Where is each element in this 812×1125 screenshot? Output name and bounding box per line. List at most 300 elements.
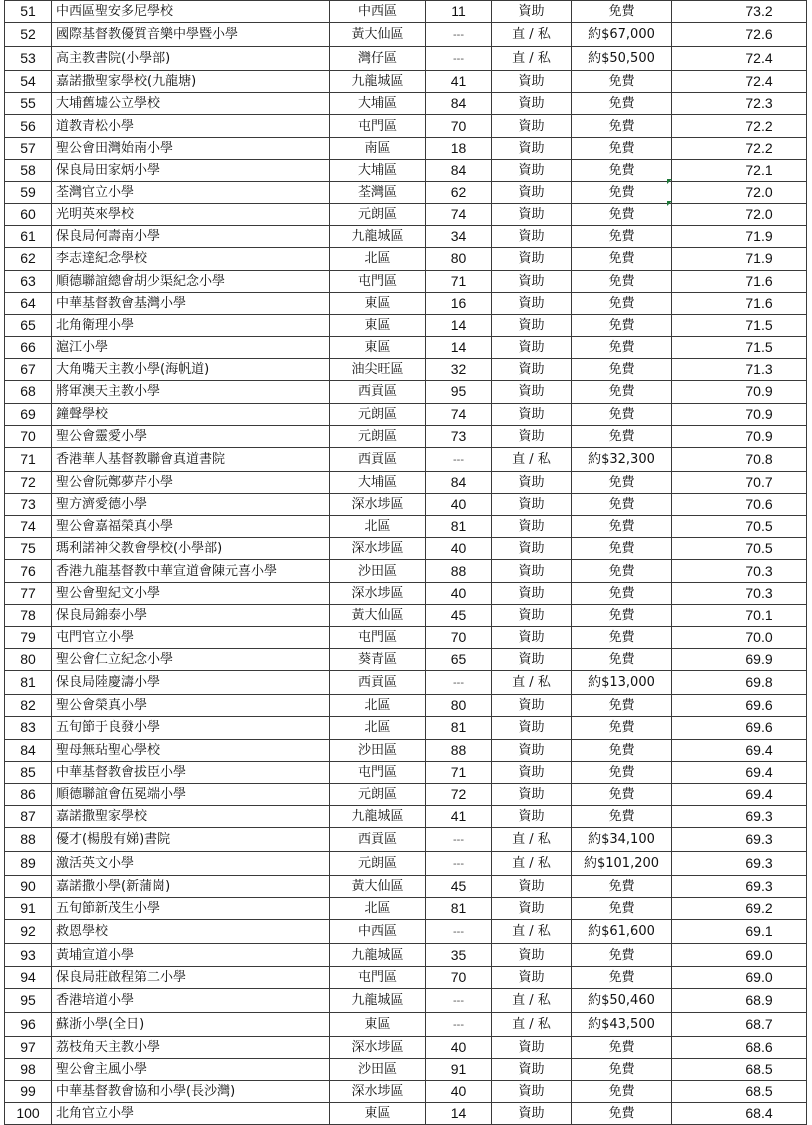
funding-type-cell-text: 資助 <box>518 340 545 356</box>
funding-type-cell <box>492 761 572 783</box>
tuition-fee-cell-text: 免費 <box>608 1084 635 1100</box>
school-name-cell-text: 屯門官立小學 <box>56 629 135 645</box>
school-net-cell <box>426 1081 492 1103</box>
funding-type-cell <box>492 471 572 493</box>
school-net-cell <box>426 204 492 226</box>
tuition-fee-cell <box>572 1012 672 1036</box>
school-name-cell-text: 光明英來學校 <box>56 207 135 223</box>
school-name-cell-text: 聖母無玷聖心學校 <box>56 742 161 758</box>
table-row <box>5 1058 807 1080</box>
score-cell <box>672 671 807 695</box>
district-cell <box>330 270 426 292</box>
district-cell-text: 西貢區 <box>357 675 397 691</box>
school-name-cell <box>52 226 330 248</box>
rank-cell-text: 79 <box>20 628 36 645</box>
school-net-cell-text: 95 <box>450 383 467 400</box>
rank-cell-text: 62 <box>20 250 36 267</box>
rank-cell-text: 65 <box>20 316 36 333</box>
score-cell-text: 72.0 <box>745 184 773 201</box>
school-net-cell <box>426 1058 492 1080</box>
tuition-fee-cell <box>572 248 672 270</box>
district-cell-text: 東區 <box>364 340 391 356</box>
school-net-cell <box>426 695 492 717</box>
rank-cell <box>5 248 52 270</box>
score-cell-text: 68.9 <box>745 991 773 1008</box>
school-name-cell <box>52 1081 330 1103</box>
school-name-cell <box>52 93 330 115</box>
tuition-fee-cell <box>572 560 672 582</box>
district-cell-text: 九龍城區 <box>351 229 404 245</box>
tuition-fee-cell-text: 免費 <box>608 786 635 802</box>
score-cell-text: 71.5 <box>745 316 773 333</box>
funding-type-cell-text: 資助 <box>518 317 545 333</box>
school-name-cell-text: 保良局田家炳小學 <box>56 162 161 178</box>
score-cell-text: 69.0 <box>745 968 773 985</box>
score-cell <box>672 403 807 425</box>
school-net-cell-text: 14 <box>450 1105 467 1122</box>
score-cell <box>672 115 807 137</box>
school-net-cell-text: 88 <box>450 562 467 579</box>
score-cell-text: 69.8 <box>745 674 773 691</box>
school-net-cell <box>426 337 492 359</box>
funding-type-cell <box>492 560 572 582</box>
tuition-fee-cell <box>572 626 672 648</box>
score-cell-text: 72.4 <box>745 50 773 67</box>
school-name-cell-text: 國際基督教優質音樂中學暨小學 <box>56 27 239 43</box>
funding-type-cell-text: 資助 <box>518 1106 545 1122</box>
school-name-cell <box>52 471 330 493</box>
district-cell <box>330 359 426 381</box>
tuition-fee-cell-text: 約$61,600 <box>588 924 655 940</box>
district-cell-text: 西貢區 <box>357 451 397 467</box>
district-cell-text: 油尖旺區 <box>351 362 404 378</box>
school-name-cell <box>52 47 330 71</box>
district-cell <box>330 47 426 71</box>
funding-type-cell-text: 資助 <box>518 563 545 579</box>
rank-cell-text: 75 <box>20 540 36 557</box>
school-name-cell <box>52 1103 330 1125</box>
school-name-cell-text: 中西區聖安多尼學校 <box>56 4 174 20</box>
score-cell-text: 68.6 <box>745 1038 773 1055</box>
funding-type-cell <box>492 159 572 181</box>
tuition-fee-cell-text: 免費 <box>608 185 635 201</box>
score-cell-text: 73.2 <box>745 3 773 20</box>
school-net-cell <box>426 270 492 292</box>
school-net-cell-text: 34 <box>450 228 467 245</box>
score-cell-text: 70.3 <box>745 562 773 579</box>
district-cell-text: 深水埗區 <box>351 1039 404 1055</box>
tuition-fee-cell <box>572 137 672 159</box>
score-cell <box>672 920 807 944</box>
funding-type-cell <box>492 493 572 515</box>
school-net-cell-text: 81 <box>450 900 467 917</box>
district-cell-text: 大埔區 <box>357 162 397 178</box>
school-net-cell-text: --- <box>453 858 464 871</box>
score-cell <box>672 1 807 23</box>
tuition-fee-cell <box>572 47 672 71</box>
tuition-fee-cell <box>572 1081 672 1103</box>
funding-type-cell-text: 資助 <box>518 652 545 668</box>
school-net-cell-text: 80 <box>450 697 467 714</box>
district-cell-text: 深水埗區 <box>351 1084 404 1100</box>
rank-cell <box>5 337 52 359</box>
rank-cell <box>5 582 52 604</box>
rank-cell-text: 69 <box>20 405 36 422</box>
score-cell <box>672 761 807 783</box>
school-net-cell <box>426 447 492 471</box>
funding-type-cell-text: 直 / 私 <box>512 832 551 848</box>
rank-cell-text: 83 <box>20 719 36 736</box>
score-cell <box>672 582 807 604</box>
school-name-cell <box>52 717 330 739</box>
school-net-cell <box>426 649 492 671</box>
funding-type-cell <box>492 248 572 270</box>
district-cell-text: 中西區 <box>357 924 397 940</box>
funding-type-cell-text: 資助 <box>518 585 545 601</box>
school-ranking-table <box>4 0 807 1125</box>
school-name-cell <box>52 403 330 425</box>
school-net-cell-text: 84 <box>450 161 467 178</box>
school-name-cell-text: 保良局何壽南小學 <box>56 229 161 245</box>
district-cell-text: 北區 <box>364 698 391 714</box>
school-name-cell <box>52 649 330 671</box>
school-net-cell <box>426 248 492 270</box>
table-row <box>5 717 807 739</box>
school-name-cell <box>52 761 330 783</box>
school-name-cell <box>52 582 330 604</box>
tuition-fee-cell-text: 約$43,500 <box>588 1016 655 1032</box>
rank-cell-text: 58 <box>20 161 36 178</box>
tuition-fee-cell <box>572 115 672 137</box>
table-row <box>5 920 807 944</box>
funding-type-cell-text: 資助 <box>518 764 545 780</box>
score-cell-text: 69.1 <box>745 923 773 940</box>
school-net-cell-text: 81 <box>450 719 467 736</box>
tuition-fee-cell-text: 免費 <box>608 251 635 267</box>
score-cell-text: 71.9 <box>745 228 773 245</box>
district-cell <box>330 425 426 447</box>
district-cell-text: 黃大仙區 <box>351 27 404 43</box>
rank-cell-text: 61 <box>20 228 36 245</box>
rank-cell-text: 98 <box>20 1061 36 1078</box>
tuition-fee-cell-text: 免費 <box>608 317 635 333</box>
table-row <box>5 671 807 695</box>
tuition-fee-cell <box>572 761 672 783</box>
funding-type-cell-text: 資助 <box>518 1062 545 1078</box>
rank-cell <box>5 159 52 181</box>
school-name-cell-text: 聖公會靈愛小學 <box>56 428 148 444</box>
school-net-cell <box>426 898 492 920</box>
district-cell <box>330 447 426 471</box>
school-net-cell <box>426 783 492 805</box>
district-cell-text: 大埔區 <box>357 96 397 112</box>
school-name-cell-text: 鐘聲學校 <box>56 406 109 422</box>
rank-cell <box>5 226 52 248</box>
school-net-cell <box>426 604 492 626</box>
school-net-cell <box>426 403 492 425</box>
score-cell-text: 68.5 <box>745 1061 773 1078</box>
funding-type-cell-text: 直 / 私 <box>512 27 551 43</box>
district-cell-text: 西貢區 <box>357 832 397 848</box>
funding-type-cell-text: 資助 <box>518 295 545 311</box>
rank-cell <box>5 47 52 71</box>
table-row <box>5 447 807 471</box>
tuition-fee-cell <box>572 1103 672 1125</box>
school-name-cell-text: 順德聯誼總會胡少渠紀念小學 <box>56 273 226 289</box>
school-net-cell-text: 71 <box>450 272 467 289</box>
district-cell <box>330 920 426 944</box>
district-cell-text: 沙田區 <box>357 742 397 758</box>
funding-type-cell <box>492 626 572 648</box>
score-cell <box>672 604 807 626</box>
table-row <box>5 739 807 761</box>
funding-type-cell <box>492 1081 572 1103</box>
score-cell-text: 70.0 <box>745 628 773 645</box>
rank-cell <box>5 604 52 626</box>
district-cell <box>330 695 426 717</box>
table-row <box>5 314 807 336</box>
tuition-fee-cell <box>572 739 672 761</box>
school-net-cell-text: 70 <box>450 968 467 985</box>
district-cell <box>330 966 426 988</box>
rank-cell <box>5 966 52 988</box>
funding-type-cell <box>492 1036 572 1058</box>
funding-type-cell-text: 資助 <box>518 698 545 714</box>
table-row <box>5 381 807 403</box>
score-cell-text: 68.4 <box>745 1105 773 1122</box>
district-cell-text: 深水埗區 <box>351 541 404 557</box>
table-row <box>5 852 807 876</box>
school-net-cell <box>426 671 492 695</box>
rank-cell <box>5 93 52 115</box>
rank-cell <box>5 626 52 648</box>
district-cell <box>330 560 426 582</box>
school-net-cell <box>426 359 492 381</box>
rank-cell-text: 92 <box>20 923 36 940</box>
score-cell-text: 71.5 <box>745 339 773 356</box>
score-cell <box>672 783 807 805</box>
rank-cell <box>5 852 52 876</box>
rank-cell-text: 80 <box>20 651 36 668</box>
school-name-cell <box>52 1 330 23</box>
table-row <box>5 761 807 783</box>
score-cell <box>672 1012 807 1036</box>
district-cell <box>330 248 426 270</box>
score-cell-text: 69.3 <box>745 878 773 895</box>
tuition-fee-cell <box>572 204 672 226</box>
score-cell-text: 71.9 <box>745 250 773 267</box>
school-net-cell-text: 80 <box>450 250 467 267</box>
score-cell <box>672 898 807 920</box>
school-name-cell-text: 保良局莊啟程第二小學 <box>56 969 187 985</box>
score-cell-text: 70.3 <box>745 584 773 601</box>
rank-cell-text: 99 <box>20 1083 36 1100</box>
rank-cell-text: 97 <box>20 1038 36 1055</box>
score-cell <box>672 516 807 538</box>
rank-cell-text: 53 <box>20 50 36 67</box>
rank-cell <box>5 560 52 582</box>
score-cell-text: 70.8 <box>745 450 773 467</box>
rank-cell-text: 63 <box>20 272 36 289</box>
district-cell <box>330 516 426 538</box>
school-name-cell-text: 滬江小學 <box>56 340 109 356</box>
district-cell-text: 九龍城區 <box>351 992 404 1008</box>
funding-type-cell <box>492 23 572 47</box>
table-row <box>5 1103 807 1125</box>
school-net-cell-text: 62 <box>450 184 467 201</box>
district-cell <box>330 292 426 314</box>
school-name-cell <box>52 852 330 876</box>
school-name-cell-text: 保良局陸慶濤小學 <box>56 675 161 691</box>
tuition-fee-cell-text: 約$13,000 <box>588 675 655 691</box>
school-name-cell <box>52 1036 330 1058</box>
score-cell <box>672 226 807 248</box>
tuition-fee-cell-text: 免費 <box>608 406 635 422</box>
funding-type-cell <box>492 115 572 137</box>
school-net-cell-text: 14 <box>450 339 467 356</box>
school-name-cell <box>52 739 330 761</box>
tuition-fee-cell-text: 免費 <box>608 629 635 645</box>
school-name-cell-text: 蘇浙小學(全日) <box>56 1016 145 1032</box>
school-net-cell <box>426 23 492 47</box>
funding-type-cell <box>492 920 572 944</box>
tuition-fee-cell-text: 約$34,100 <box>588 832 655 848</box>
district-cell-text: 元朗區 <box>357 786 397 802</box>
school-name-cell <box>52 538 330 560</box>
rank-cell-text: 64 <box>20 294 36 311</box>
table-row <box>5 538 807 560</box>
score-cell <box>672 471 807 493</box>
funding-type-cell-text: 資助 <box>518 185 545 201</box>
score-cell-text: 69.4 <box>745 741 773 758</box>
funding-type-cell-text: 資助 <box>518 96 545 112</box>
tuition-fee-cell-text: 約$67,000 <box>588 27 655 43</box>
school-net-cell <box>426 560 492 582</box>
funding-type-cell <box>492 695 572 717</box>
rank-cell <box>5 898 52 920</box>
rank-cell <box>5 538 52 560</box>
tuition-fee-cell-text: 免費 <box>608 607 635 623</box>
tuition-fee-cell-text: 免費 <box>608 652 635 668</box>
table-row <box>5 988 807 1012</box>
tuition-fee-cell-text: 免費 <box>608 1106 635 1122</box>
tuition-fee-cell <box>572 71 672 93</box>
funding-type-cell <box>492 381 572 403</box>
tuition-fee-cell <box>572 783 672 805</box>
funding-type-cell-text: 資助 <box>518 362 545 378</box>
district-cell <box>330 471 426 493</box>
district-cell-text: 元朗區 <box>357 428 397 444</box>
score-cell-text: 70.9 <box>745 405 773 422</box>
school-net-cell <box>426 1036 492 1058</box>
school-name-cell-text: 優才(楊殷有娣)書院 <box>56 832 171 848</box>
tuition-fee-cell-text: 免費 <box>608 969 635 985</box>
funding-type-cell <box>492 71 572 93</box>
school-net-cell <box>426 137 492 159</box>
district-cell <box>330 582 426 604</box>
score-cell-text: 69.0 <box>745 946 773 963</box>
table-row <box>5 115 807 137</box>
school-name-cell <box>52 920 330 944</box>
funding-type-cell-text: 資助 <box>518 273 545 289</box>
score-cell-text: 72.2 <box>745 117 773 134</box>
score-cell-text: 72.6 <box>745 26 773 43</box>
district-cell <box>330 23 426 47</box>
school-name-cell-text: 瑪利諾神父教會學校(小學部) <box>56 541 223 557</box>
score-cell-text: 70.1 <box>745 606 773 623</box>
rank-cell <box>5 493 52 515</box>
tuition-fee-cell-text: 免費 <box>608 384 635 400</box>
district-cell <box>330 1 426 23</box>
table-row <box>5 966 807 988</box>
rank-cell-text: 81 <box>20 674 36 691</box>
school-name-cell <box>52 248 330 270</box>
rank-cell-text: 82 <box>20 697 36 714</box>
school-name-cell-text: 香港九龍基督教中華宣道會陳元喜小學 <box>56 563 278 579</box>
district-cell <box>330 337 426 359</box>
district-cell-text: 沙田區 <box>357 1062 397 1078</box>
rank-cell-text: 77 <box>20 584 36 601</box>
district-cell-text: 葵青區 <box>357 652 397 668</box>
school-name-cell-text: 黃埔宣道小學 <box>56 947 135 963</box>
tuition-fee-cell-text: 免費 <box>608 474 635 490</box>
tuition-fee-cell <box>572 852 672 876</box>
rank-cell-text: 76 <box>20 562 36 579</box>
school-name-cell-text: 嘉諾撒聖家學校(九龍塘) <box>56 74 197 90</box>
school-net-cell-text: --- <box>453 29 464 42</box>
table-row <box>5 516 807 538</box>
district-cell-text: 元朗區 <box>357 856 397 872</box>
district-cell-text: 元朗區 <box>357 406 397 422</box>
tuition-fee-cell <box>572 806 672 828</box>
score-cell <box>672 93 807 115</box>
district-cell-text: 屯門區 <box>357 969 397 985</box>
tuition-fee-cell-text: 免費 <box>608 1039 635 1055</box>
score-cell <box>672 852 807 876</box>
school-name-cell <box>52 988 330 1012</box>
school-net-cell-text: --- <box>453 53 464 66</box>
district-cell-text: 黃大仙區 <box>351 607 404 623</box>
table-row <box>5 181 807 203</box>
funding-type-cell <box>492 292 572 314</box>
school-name-cell-text: 香港華人基督教聯會真道書院 <box>56 451 226 467</box>
district-cell <box>330 1036 426 1058</box>
school-net-cell-text: 70 <box>450 628 467 645</box>
rank-cell <box>5 761 52 783</box>
rank-cell-text: 90 <box>20 878 36 895</box>
funding-type-cell <box>492 806 572 828</box>
score-cell-text: 69.4 <box>745 785 773 802</box>
tuition-fee-cell-text: 免費 <box>608 96 635 112</box>
rank-cell-text: 100 <box>16 1105 40 1122</box>
table-row <box>5 649 807 671</box>
table-row <box>5 23 807 47</box>
table-row <box>5 944 807 966</box>
funding-type-cell-text: 直 / 私 <box>512 51 551 67</box>
funding-type-cell <box>492 516 572 538</box>
rank-cell-text: 55 <box>20 95 36 112</box>
school-net-cell <box>426 582 492 604</box>
school-name-cell-text: 聖公會榮真小學 <box>56 698 148 714</box>
score-cell <box>672 337 807 359</box>
rank-cell <box>5 270 52 292</box>
school-net-cell <box>426 493 492 515</box>
school-name-cell-text: 北角衛理小學 <box>56 317 135 333</box>
district-cell-text: 西貢區 <box>357 384 397 400</box>
school-net-cell-text: 14 <box>450 316 467 333</box>
rank-cell <box>5 739 52 761</box>
tuition-fee-cell <box>572 23 672 47</box>
